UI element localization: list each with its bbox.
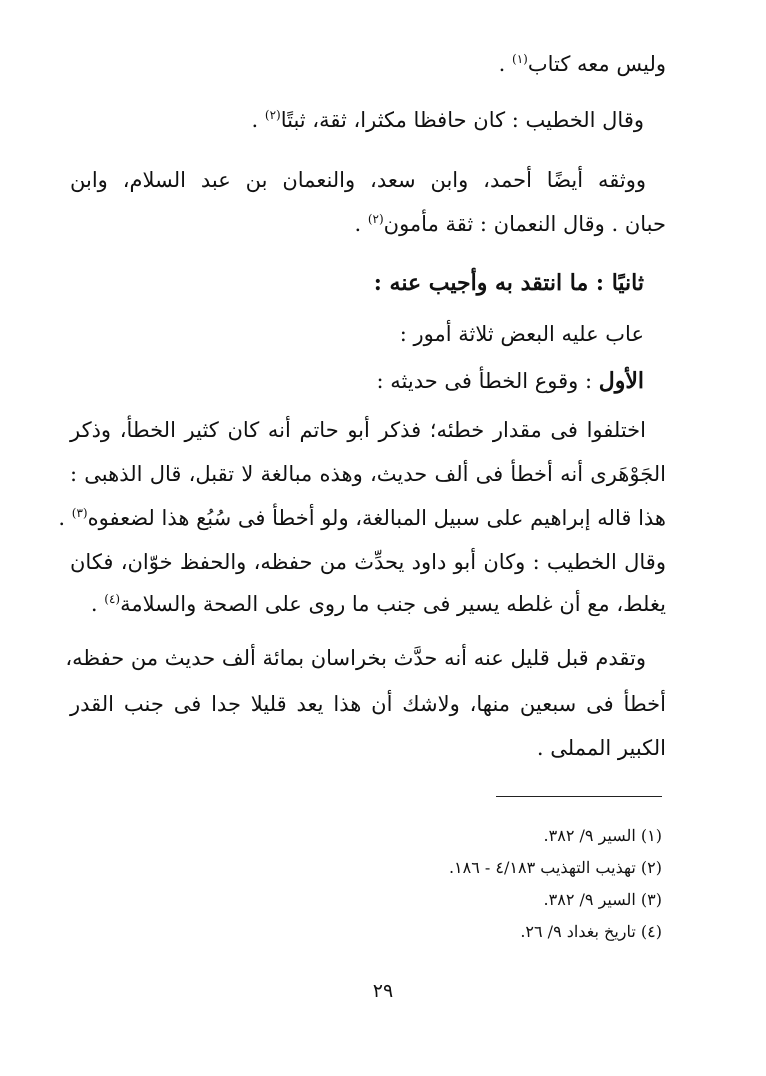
footnote: (٤) تاريخ بغداد ٩/ ٢٦. <box>520 922 662 941</box>
footnote-separator <box>496 796 662 797</box>
footnote-marker: (١) <box>512 52 528 66</box>
text-line: عاب عليه البعض ثلاثة أمور : <box>399 322 644 346</box>
text-line: الكبير المملى . <box>536 736 666 760</box>
subsection-heading: الأول <box>598 368 644 394</box>
text-line: وقال الخطيب : كان حافظا مكثرا، ثقة، ثبتًا$^{(٢)}$ . <box>251 108 644 132</box>
text-line: الأول : وقوع الخطأ فى حديثه : <box>376 368 644 394</box>
text-line: ووثقه أيضًا أحمد، وابن سعد، والنعمان بن عبد السلام، وابن <box>70 168 646 192</box>
text-line: وتقدم قبل قليل عنه أنه حدَّث بخراسان بمائة ألف حديث من حفظه، <box>65 646 646 670</box>
footnote-marker: (٣) <box>71 506 88 520</box>
text-line: اختلفوا فى مقدار خطئه؛ فذكر أبو حاتم أنه كان كثير الخطأ، وذكر <box>70 418 646 442</box>
text-line: حبان . وقال النعمان : ثقة مأمون$^{(٢)}$ . <box>354 212 666 236</box>
text-line: الجَوْهَرى أنه أخطأ فى ألف حديث، وهذه مبالغة لا تقبل، قال الذهبى : <box>70 462 666 486</box>
footnotes <box>449 820 662 948</box>
footnote: (٣) السير ٩/ ٣٨٢. <box>543 890 662 909</box>
text-line: هذا قاله إبراهيم على سبيل المبالغة، ولو أخطأ فى سُبُع هذا لضعفوه$^{(٣)}$ . <box>58 506 666 530</box>
footnote: (١) السير ٩/ ٣٨٢. <box>543 826 662 845</box>
page-number: ٢٩ <box>372 980 394 1002</box>
footnote: (٢) تهذيب التهذيب ٤/١٨٣ - ١٨٦. <box>448 858 662 877</box>
text-line: وليس معه كتاب$^{(١)}$ . <box>498 52 666 76</box>
section-heading: ثانيًا : ما انتقد به وأجيب عنه : <box>373 270 644 296</box>
text-line: يغلط، مع أن غلطه يسير فى جنب ما روى على الصحة والسلامة$^{(٤)}$ . <box>90 592 666 616</box>
text-line: وقال الخطيب : وكان أبو داود يحدِّث من حفظه، والحفظ خوّان، فكان <box>70 550 666 574</box>
footnote-marker: (٢) <box>264 108 281 122</box>
text-line: أخطأ فى سبعين منها، ولاشك أن هذا يعد قليلا جدا فى جنب القدر <box>70 692 666 716</box>
footnote-marker: (٢) <box>367 212 384 226</box>
footnote-marker: (٤) <box>104 592 121 606</box>
